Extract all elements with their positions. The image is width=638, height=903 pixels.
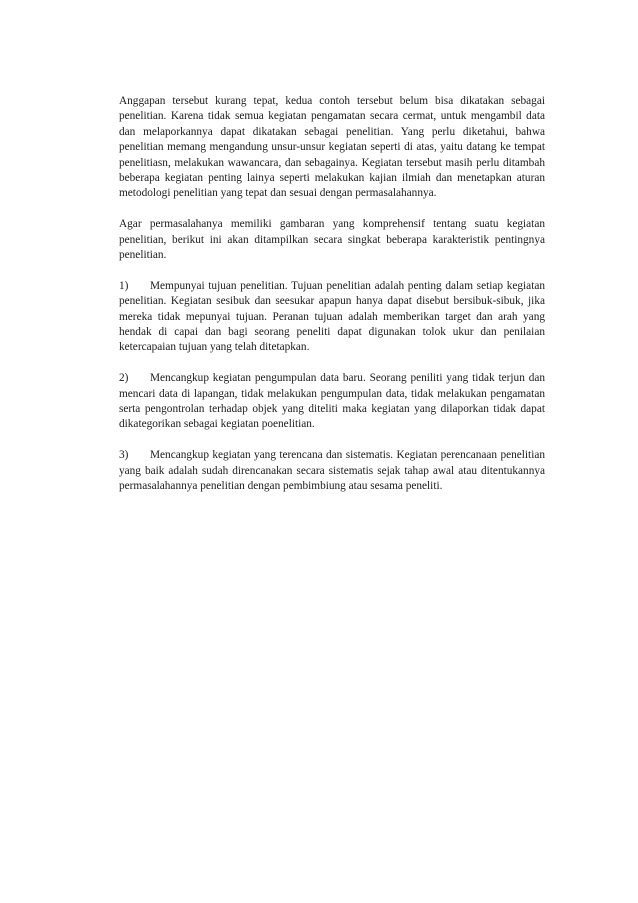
list-item-number: 2) bbox=[119, 372, 129, 385]
paragraph-intro: Anggapan tersebut kurang tepat, kedua contoh tersebut belum bisa dikatakan sebagai penelitian. Karena tidak semua kegiatan pengamatan secara cermat, untuk mengambil data dan melaporkannya dapat dikatakan sebagai penelitian. Yang perlu diketahui, bahwa penelitian memang mengandung unsur-unsur kegiatan seperti di atas, yaitu datang ke tempat penelitiasn, melakukan wawancara, dan sebagainya. Kegiatan tersebut masih perlu ditambah beberapa kegiatan penting lainya seperti melakukan kajian ilmiah dan menetapkan aturan metodologi penelitian yang tepat dan sesuai dengan permasalahannya. bbox=[119, 95, 545, 200]
list-item-number: 3) bbox=[119, 449, 129, 462]
list-item-3 bbox=[119, 448, 545, 494]
list-item-2 bbox=[119, 371, 545, 433]
paragraph-overview: Agar permasalahanya memiliki gambaran yang komprehensif tentang suatu kegiatan penelitian, berikut ini akan ditampilkan secara singkat beberapa karakteristik pentingnya penelitian. bbox=[119, 218, 545, 262]
list-item-text: Mencangkup kegiatan yang terencana dan sistematis. Kegiatan perencanaan penelitian yang baik adalah sudah direncanakan secara sistematis sejak tahap awal atau ditentukannya permasalahannya penelitian dengan pembimbiung atau sesama peneliti. bbox=[119, 449, 545, 493]
document-body bbox=[119, 94, 545, 510]
list-item-text: Mempunyai tujuan penelitian. Tujuan penelitian adalah penting dalam setiap kegiatan penelitian. Kegiatan sesibuk dan seesukar apapun hanya dapat disebut bersibuk-sibuk, jika mereka tidak mepunyai tujuan. Peranan tujuan adalah memberikan target dan arah yang hendak di capai dan bagi seorang peneliti dapat digunakan tolok ukur dan penilaian ketercapaian tujuan yang telah ditetapkan. bbox=[119, 279, 545, 354]
list-item-1 bbox=[119, 279, 545, 356]
list-item-text: Mencangkup kegiatan pengumpulan data baru. Seorang peniliti yang tidak terjun dan mencari data di lapangan, tidak melakukan pengumpulan data, tidak melakukan pengamatan serta pengontrolan terhadap objek yang diteliti maka kegiatan yang dilaporkan tidak dapat dikategorikan sebagai kegiatan poenelitian. bbox=[119, 372, 545, 431]
list-item-number: 1) bbox=[119, 279, 129, 292]
